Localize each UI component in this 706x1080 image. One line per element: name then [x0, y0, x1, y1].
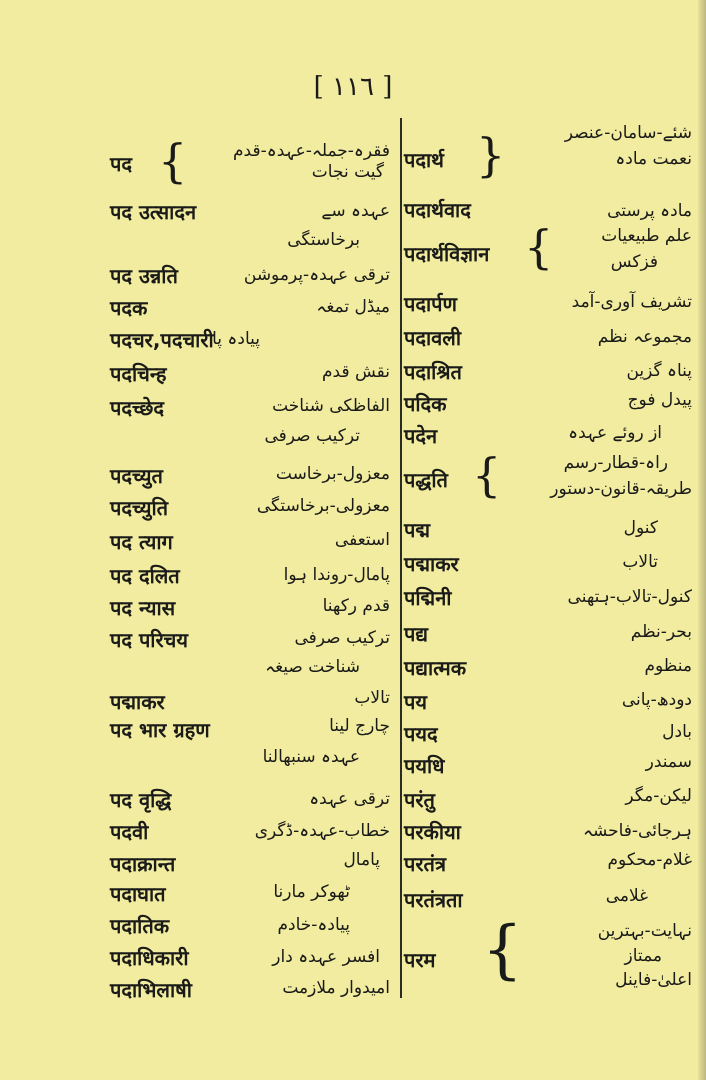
urdu-meaning: غلامی — [605, 886, 648, 906]
hindi-word: पदाघात — [110, 882, 166, 906]
hindi-word: पदातिक — [110, 914, 170, 938]
hindi-word: परतंत्र — [404, 852, 446, 876]
hindi-word: पद दलित — [110, 564, 180, 588]
hindi-word: पद त्याग — [110, 530, 173, 554]
urdu-meaning: از روئے عہدہ — [568, 423, 662, 443]
hindi-word: पयद — [404, 722, 438, 746]
hindi-word: पदार्थविज्ञान — [404, 242, 490, 266]
urdu-meaning: پامال-روندا ہوا — [283, 565, 390, 585]
hindi-word: पद्म — [404, 518, 431, 542]
hindi-word: पयधि — [404, 754, 445, 778]
urdu-meaning: بحر-نظم — [630, 622, 692, 642]
urdu-meaning: لیکن-مگر — [625, 786, 692, 806]
hindi-word: परतंत्रता — [404, 888, 463, 912]
urdu-meaning: الفاظکی شناخت — [272, 396, 390, 416]
urdu-meaning: ترکیب صرفی — [294, 628, 390, 648]
hindi-word: पद्यात्मक — [404, 656, 467, 680]
urdu-meaning: تالاب — [354, 688, 390, 708]
urdu-meaning: فقرہ-جملہ-عہدہ-قدم — [233, 141, 390, 161]
hindi-word: पदार्पण — [404, 292, 457, 316]
hindi-word: पदाक्रान्त — [110, 852, 176, 876]
hindi-word: पद्माकर — [404, 552, 459, 576]
hindi-word: पदचर,पदचारी — [110, 328, 214, 352]
brace-icon: { — [472, 448, 502, 502]
hindi-word: पदार्थवाद — [404, 198, 471, 222]
urdu-meaning: افسر عہدہ دار — [272, 947, 380, 967]
urdu-meaning: برخاستگی — [287, 230, 360, 250]
hindi-word: पदवी — [110, 820, 149, 844]
hindi-word: पदच्युत — [110, 464, 163, 488]
brace-icon: { — [158, 134, 188, 188]
urdu-meaning: نقش قدم — [322, 362, 390, 382]
hindi-word: पदाधिकारी — [110, 946, 189, 970]
hindi-word: पद भार ग्रहण — [110, 718, 210, 742]
urdu-meaning: اعلیٰ-فاینل — [615, 970, 692, 990]
urdu-meaning: شئے-سامان-عنصر — [564, 123, 692, 143]
urdu-meaning: ترکیب صرفی — [264, 426, 360, 446]
hindi-word: पय — [404, 690, 427, 714]
hindi-word: पदिक — [404, 392, 447, 416]
urdu-meaning: عہدہ سے — [321, 201, 390, 221]
urdu-meaning: عہدہ سنبھالنا — [262, 747, 360, 767]
urdu-meaning: فزکس — [610, 252, 658, 272]
brace-icon: { — [524, 220, 554, 274]
urdu-meaning: تالاب — [622, 552, 658, 572]
hindi-word: पद्धति — [404, 468, 448, 492]
urdu-meaning: معزولی-برخاستگی — [256, 496, 390, 516]
hindi-word: पद परिचय — [110, 628, 188, 652]
urdu-meaning: ہرجائی-فاحشہ — [582, 821, 692, 841]
urdu-meaning: میڈل تمغہ — [316, 297, 390, 317]
urdu-meaning: سمندر — [645, 752, 692, 772]
urdu-meaning: منظوم — [644, 656, 692, 676]
urdu-meaning: پناہ گزین — [626, 361, 692, 381]
urdu-meaning: دودھ-پانی — [621, 690, 692, 710]
urdu-meaning: چارج لینا — [329, 716, 390, 736]
hindi-word: पदावली — [404, 326, 462, 350]
urdu-meaning: مجموعہ نظم — [597, 327, 692, 347]
brace-icon: { — [482, 913, 523, 987]
hindi-word: पदेन — [404, 424, 438, 448]
urdu-meaning: خطاب-عہدہ-ڈگری — [254, 821, 390, 841]
hindi-word: परम — [404, 948, 436, 972]
page-edge — [698, 0, 706, 1080]
hindi-word: परकीया — [404, 820, 461, 844]
hindi-word: पदच्छेद — [110, 396, 164, 420]
hindi-word: पदाश्रित — [404, 360, 462, 384]
urdu-meaning: ترقی عہدہ — [309, 789, 390, 809]
urdu-meaning: استعفی — [334, 530, 390, 550]
urdu-meaning: ممتاز — [624, 946, 662, 966]
urdu-meaning: طریقہ-قانون-دستور — [550, 479, 692, 499]
hindi-word: पद उन्नति — [110, 264, 178, 288]
hindi-word: पद्माकर — [110, 690, 165, 714]
urdu-meaning: پیادہ-خادم — [277, 915, 350, 935]
urdu-meaning: کنول-تالاب-ہتھنی — [567, 587, 692, 607]
urdu-meaning: قدم رکھنا — [322, 596, 390, 616]
hindi-word: पदाभिलाषी — [110, 978, 192, 1002]
urdu-meaning: معزول-برخاست — [275, 464, 390, 484]
column-divider — [400, 118, 402, 998]
hindi-word: परंतु — [404, 788, 435, 812]
hindi-word: पदचिन्ह — [110, 362, 167, 386]
urdu-meaning: نعمت مادہ — [615, 149, 692, 169]
urdu-meaning: غلام-محکوم — [607, 850, 692, 870]
hindi-word: पद्मिनी — [404, 586, 452, 610]
hindi-word: पदच्युति — [110, 496, 169, 520]
urdu-meaning: پامال — [343, 850, 380, 870]
hindi-word: पद — [110, 152, 132, 176]
urdu-meaning: علم طبیعیات — [601, 226, 692, 246]
urdu-meaning: مادہ پرستی — [607, 201, 692, 221]
hindi-word: पदक — [110, 296, 148, 320]
hindi-word: पद्य — [404, 622, 428, 646]
urdu-meaning: شناخت صیغہ — [265, 657, 360, 677]
brace-icon: } — [476, 128, 506, 182]
urdu-meaning: پیدل فوج — [627, 390, 692, 410]
hindi-word: पद वृद्धि — [110, 788, 172, 812]
urdu-meaning: ترقی عہدہ-پرموشن — [243, 265, 390, 285]
urdu-meaning: امیدوار ملازمت — [282, 978, 390, 998]
urdu-meaning: ٹھوکر مارنا — [273, 882, 350, 902]
hindi-word: पदार्थ — [404, 148, 444, 172]
urdu-meaning: پیادہ پا — [212, 329, 260, 349]
hindi-word: पद उत्सादन — [110, 200, 197, 224]
urdu-meaning: نہایت-بہترین — [597, 921, 692, 941]
urdu-meaning: راہ-قطار-رسم — [563, 453, 668, 473]
urdu-meaning: گیت نجات — [311, 162, 384, 182]
urdu-meaning: کنول — [623, 518, 658, 538]
hindi-word: पद न्यास — [110, 596, 176, 620]
page-number: [ ١١٦ ] — [313, 72, 393, 102]
urdu-meaning: بادل — [662, 722, 692, 742]
urdu-meaning: تشریف آوری-آمد — [571, 292, 692, 312]
